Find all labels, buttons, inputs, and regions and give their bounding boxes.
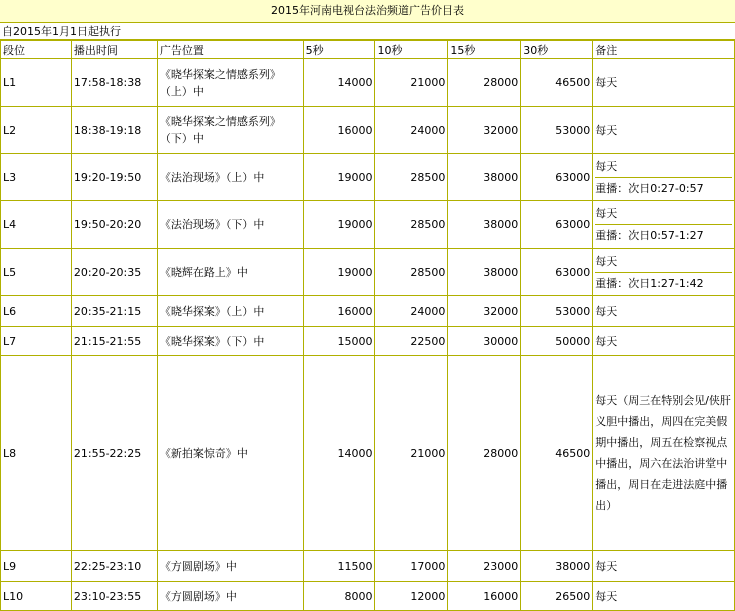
remark-line: 每天 <box>595 559 618 573</box>
airtime-cell: 18:38-19:18 <box>71 107 157 154</box>
price-10s-cell: 24000 <box>375 107 448 154</box>
price-15s-cell: 38000 <box>448 201 521 249</box>
price-15s-cell: 28000 <box>448 356 521 551</box>
remark-line: 重播：次日0:27-0:57 <box>595 177 732 199</box>
segment-cell: L3 <box>1 154 72 201</box>
segment-cell: L10 <box>1 582 72 611</box>
table-row <box>1 296 735 327</box>
price-30s-cell: 46500 <box>521 356 593 551</box>
segment-cell: L9 <box>1 551 72 582</box>
header-cell: 10秒 <box>375 41 448 59</box>
table-row <box>1 154 735 201</box>
ad-position-cell: 《晓华探案》（下）中 <box>157 327 303 356</box>
airtime-cell: 23:10-23:55 <box>71 582 157 611</box>
header-cell: 广告位置 <box>157 41 303 59</box>
price-10s-cell: 22500 <box>375 327 448 356</box>
airtime-cell: 20:35-21:15 <box>71 296 157 327</box>
price-15s-cell: 23000 <box>448 551 521 582</box>
remark-cell <box>593 107 735 154</box>
remark-line: 每天 <box>595 123 618 137</box>
price-15s-cell: 30000 <box>448 327 521 356</box>
ad-position-cell: 《新拍案惊奇》中 <box>157 356 303 551</box>
price-5s-cell: 14000 <box>303 59 375 107</box>
price-30s-cell: 26500 <box>521 582 593 611</box>
price-30s-cell: 50000 <box>521 327 593 356</box>
remark-line: 每天 <box>595 334 618 348</box>
price-30s-cell: 63000 <box>521 249 593 296</box>
airtime-cell: 21:55-22:25 <box>71 356 157 551</box>
price-5s-cell: 14000 <box>303 356 375 551</box>
price-10s-cell: 12000 <box>375 582 448 611</box>
ad-position-cell: 《法治现场》（下）中 <box>157 201 303 249</box>
price-5s-cell: 16000 <box>303 107 375 154</box>
remark-line: 每天 <box>595 207 618 220</box>
header-cell: 5秒 <box>303 41 375 59</box>
header-row <box>1 41 735 59</box>
ad-position-cell: 《晓华探案》（上）中 <box>157 296 303 327</box>
ad-position-cell: 《晓辉在路上》中 <box>157 249 303 296</box>
remark-line: 每天 <box>595 76 618 89</box>
segment-cell: L6 <box>1 296 72 327</box>
table-row <box>1 356 735 551</box>
price-5s-cell: 19000 <box>303 249 375 296</box>
table-row <box>1 59 735 107</box>
price-30s-cell: 53000 <box>521 107 593 154</box>
segment-cell: L2 <box>1 107 72 154</box>
remark-cell <box>593 327 735 356</box>
price-15s-cell: 32000 <box>448 107 521 154</box>
price-15s-cell: 16000 <box>448 582 521 611</box>
price-30s-cell: 53000 <box>521 296 593 327</box>
segment-cell: L5 <box>1 249 72 296</box>
table-row <box>1 249 735 296</box>
airtime-cell: 20:20-20:35 <box>71 249 157 296</box>
table-row <box>1 327 735 356</box>
price-5s-cell: 16000 <box>303 296 375 327</box>
ad-position-cell: 《法治现场》（上）中 <box>157 154 303 201</box>
airtime-cell: 19:50-20:20 <box>71 201 157 249</box>
ad-position-cell: 《晓华探案之情感系列》（下）中 <box>157 107 303 154</box>
price-15s-cell: 32000 <box>448 296 521 327</box>
segment-cell: L1 <box>1 59 72 107</box>
remark-line: 每天 <box>595 254 618 268</box>
table-row <box>1 107 735 154</box>
price-15s-cell: 38000 <box>448 249 521 296</box>
price-30s-cell: 38000 <box>521 551 593 582</box>
remark-line: 重播：次日1:27-1:42 <box>595 272 732 294</box>
price-15s-cell: 38000 <box>448 154 521 201</box>
remark-cell <box>593 59 735 107</box>
remark-cell <box>593 154 735 201</box>
remark-cell <box>593 296 735 327</box>
header-cell: 备注 <box>593 41 735 59</box>
price-5s-cell: 11500 <box>303 551 375 582</box>
segment-cell: L8 <box>1 356 72 551</box>
header-cell: 15秒 <box>448 41 521 59</box>
segment-cell: L7 <box>1 327 72 356</box>
price-table <box>0 40 735 611</box>
price-10s-cell: 24000 <box>375 296 448 327</box>
price-5s-cell: 15000 <box>303 327 375 356</box>
price-10s-cell: 17000 <box>375 551 448 582</box>
price-15s-cell: 28000 <box>448 59 521 107</box>
remark-cell <box>593 201 735 249</box>
price-10s-cell: 28500 <box>375 249 448 296</box>
table-row <box>1 201 735 249</box>
table-row <box>1 551 735 582</box>
remark-line: 重播：次日0:57-1:27 <box>595 224 732 246</box>
segment-cell: L4 <box>1 201 72 249</box>
airtime-cell: 22:25-23:10 <box>71 551 157 582</box>
price-10s-cell: 21000 <box>375 356 448 551</box>
price-5s-cell: 19000 <box>303 201 375 249</box>
price-10s-cell: 28500 <box>375 201 448 249</box>
header-cell: 30秒 <box>521 41 593 59</box>
ad-position-cell: 《方圆剧场》中 <box>157 582 303 611</box>
remark-cell <box>593 551 735 582</box>
price-10s-cell: 21000 <box>375 59 448 107</box>
header-cell: 段位 <box>1 41 72 59</box>
sheet-title: 2015年河南电视台法治频道广告价目表 <box>0 0 735 23</box>
price-5s-cell: 8000 <box>303 582 375 611</box>
remark-line: 每天（周三在特别会见/侠肝义胆中播出，周四在完美假期中播出，周五在检察视点中播出，周六在法治讲堂中播出，周日在走进法庭中播出） <box>595 394 731 512</box>
price-30s-cell: 46500 <box>521 59 593 107</box>
price-10s-cell: 28500 <box>375 154 448 201</box>
effective-date: 自2015年1月1日起执行 <box>0 23 735 40</box>
airtime-cell: 17:58-18:38 <box>71 59 157 107</box>
remark-line: 每天 <box>595 159 618 173</box>
ad-position-cell: 《晓华探案之情感系列》（上）中 <box>157 59 303 107</box>
price-30s-cell: 63000 <box>521 201 593 249</box>
remark-line: 每天 <box>595 589 618 603</box>
price-30s-cell: 63000 <box>521 154 593 201</box>
table-row <box>1 582 735 611</box>
header-cell: 播出时间 <box>71 41 157 59</box>
remark-cell <box>593 249 735 296</box>
airtime-cell: 19:20-19:50 <box>71 154 157 201</box>
remark-cell <box>593 356 735 551</box>
price-5s-cell: 19000 <box>303 154 375 201</box>
remark-line: 每天 <box>595 304 618 318</box>
ad-position-cell: 《方圆剧场》中 <box>157 551 303 582</box>
remark-cell <box>593 582 735 611</box>
airtime-cell: 21:15-21:55 <box>71 327 157 356</box>
